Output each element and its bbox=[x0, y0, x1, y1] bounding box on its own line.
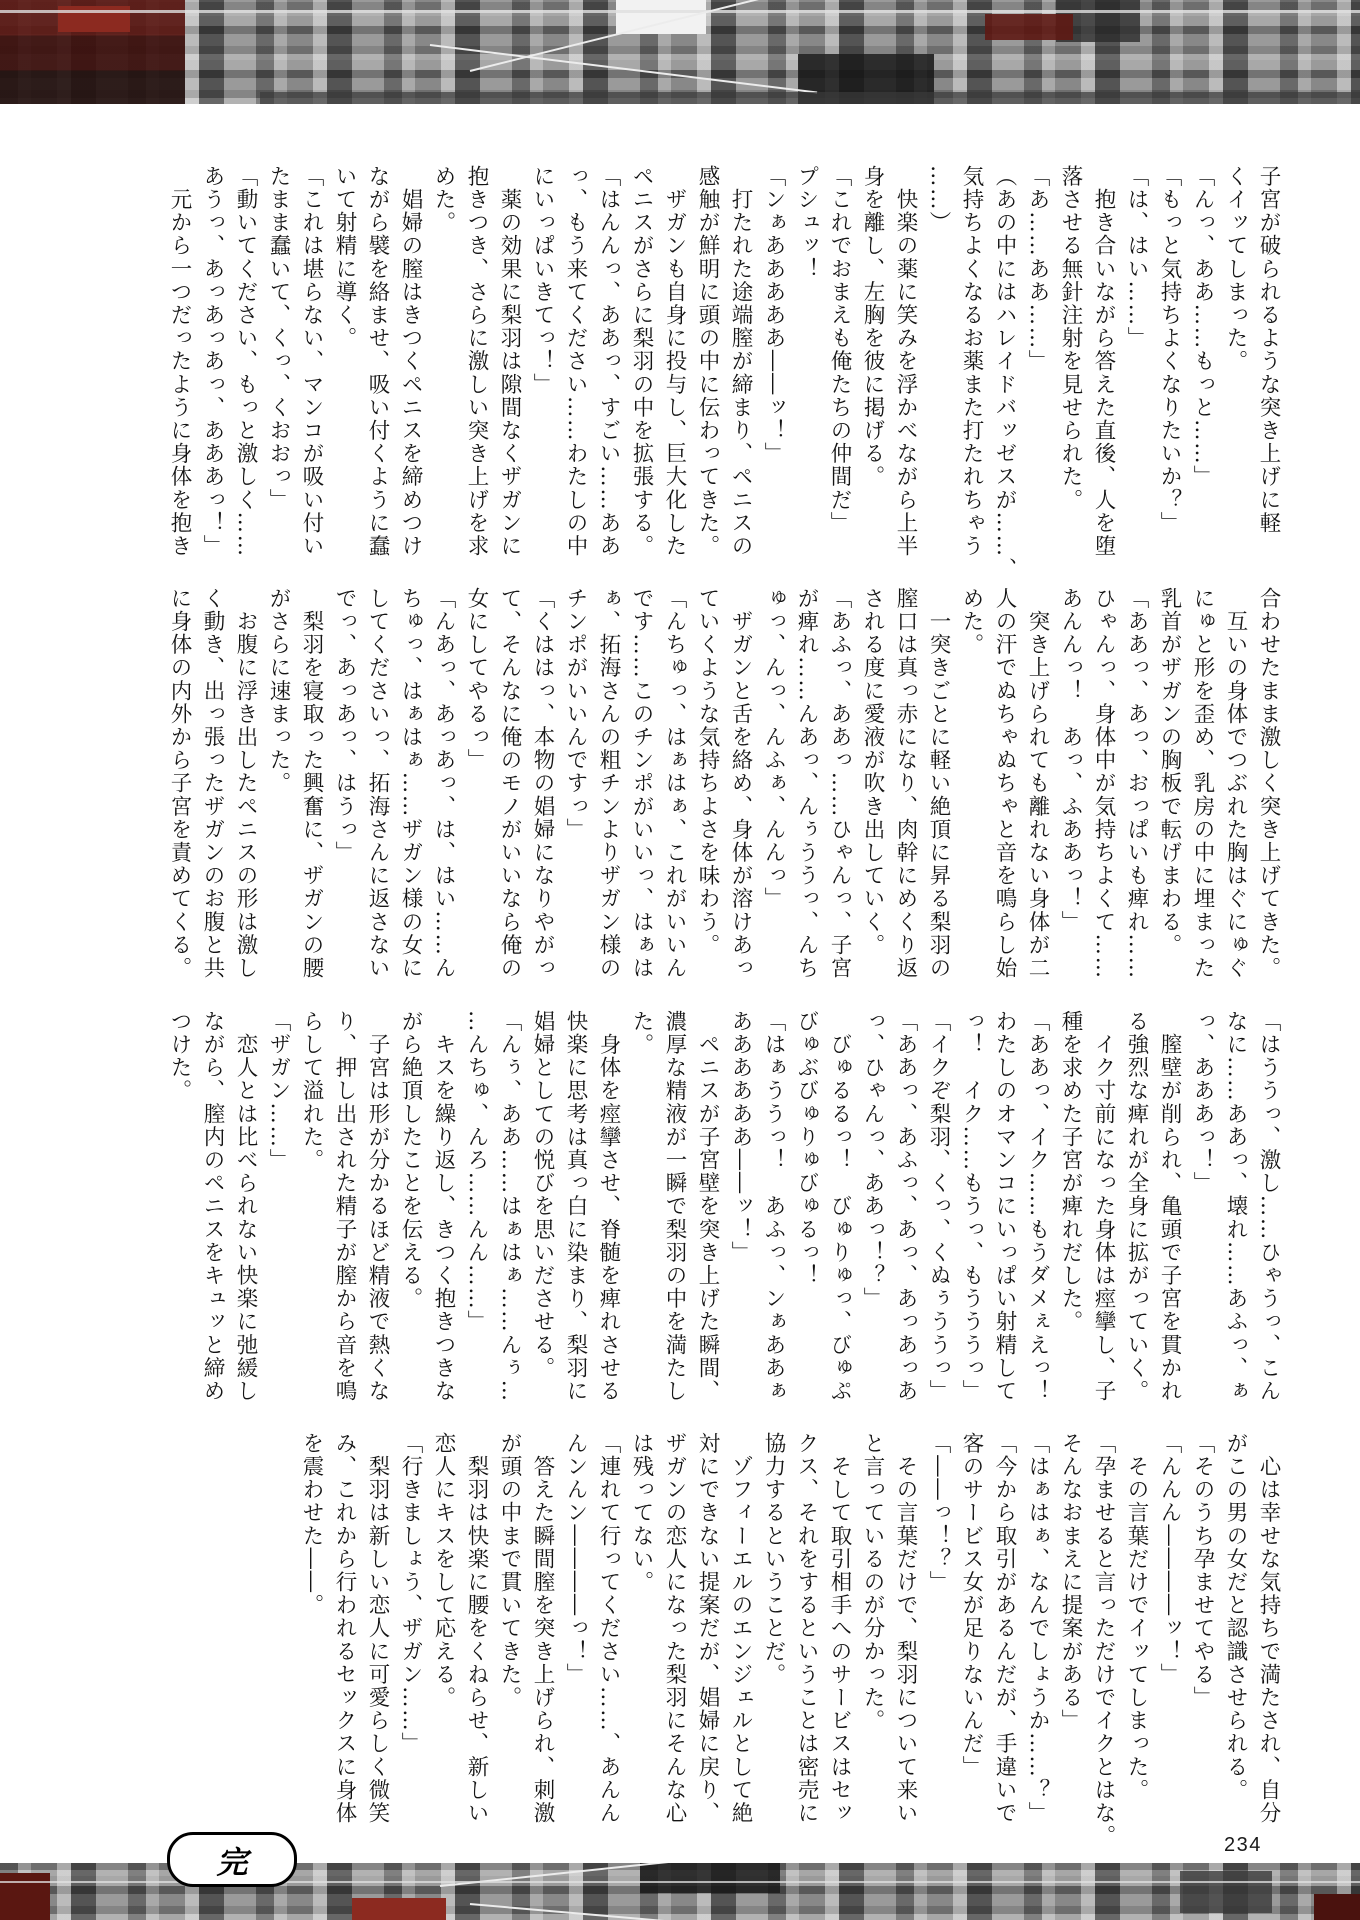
text-column: た。 bbox=[629, 1010, 654, 1057]
text-column: んンんン――――っ！」 bbox=[563, 1432, 588, 1687]
text-column: ペニスがさらに梨羽の中を拡張する。 bbox=[629, 165, 654, 558]
text-column: プシュッ！ bbox=[794, 165, 819, 281]
text-column: く動き、出っ張ったザガンのお腹と共 bbox=[200, 587, 225, 980]
banner-red-block bbox=[352, 1898, 446, 1920]
text-column: ああああああ――ッ！」 bbox=[728, 1010, 753, 1265]
text-column: 合わせたまま激しく突き上げてきた。 bbox=[1256, 587, 1281, 980]
text-column: がら絶頂したことを伝える。 bbox=[398, 1010, 423, 1311]
text-column: 「はううっ、激し……ひゃうっ、こん bbox=[1256, 1010, 1281, 1403]
text-column: 身を離し、左胸を彼に掲げる。 bbox=[860, 165, 885, 489]
text-column: 抱き合いながら答えた直後、人を堕 bbox=[1091, 165, 1116, 558]
text-column: 「くははっ、本物の娼婦になりやがっ bbox=[530, 587, 555, 980]
text-column: ていくような気持ちよさを味わう。 bbox=[695, 587, 720, 957]
text-column: 膣壁が削られ、亀頭で子宮を貫かれ bbox=[1157, 1010, 1182, 1403]
text-column: 恋人とは比べられない快楽に弛緩し bbox=[233, 1010, 258, 1403]
text-column: 娼婦としての悦びを思いださせる。 bbox=[530, 1010, 555, 1380]
text-column: 「孕ませると言っただけでイクとはな。 bbox=[1091, 1432, 1116, 1848]
text-column: る強烈な痺れが全身に拡がっていく。 bbox=[1124, 1010, 1149, 1403]
banner-light-strip bbox=[0, 10, 1360, 13]
text-column: 「イクぞ梨羽、くっ、くぬぅううっ」 bbox=[926, 1010, 951, 1403]
text-column: お腹に浮き出したペニスの形は激し bbox=[233, 587, 258, 980]
text-column: 「あふっ、ああっ……ひゃんっ、子宮 bbox=[827, 587, 852, 980]
text-column: 客のサービス女が足りないんだ」 bbox=[959, 1432, 984, 1779]
text-column: キスを繰り返し、きつく抱きつきな bbox=[431, 1010, 456, 1403]
text-column: 娼婦の膣はきつくペニスを締めつけ bbox=[398, 165, 423, 558]
text-column: ……） bbox=[926, 165, 951, 235]
text-column: そして取引相手へのサービスはセッ bbox=[827, 1432, 852, 1825]
text-column: がこの男の女だと認識させられる。 bbox=[1223, 1432, 1248, 1802]
text-column: 種を求めた子宮が痺れだした。 bbox=[1058, 1010, 1083, 1334]
text-column: 「は、はい……」 bbox=[1124, 165, 1149, 350]
text-column: わたしのオマンコにいっぱい射精して bbox=[992, 1010, 1017, 1403]
text-column: 子宮が破られるような突き上げに軽 bbox=[1256, 165, 1281, 535]
banner-red-block bbox=[985, 14, 1073, 40]
text-column: 「ああっ、あっ、おっぱいも痺れ…… bbox=[1124, 587, 1149, 980]
text-column: 「今から取引があるんだが、手違いで bbox=[992, 1432, 1017, 1825]
text-column: です……このチンポがいいっ、はぁは bbox=[629, 587, 654, 980]
text-column: 心は幸せな気持ちで満たされ、自分 bbox=[1256, 1432, 1281, 1825]
text-column: 膣口は真っ赤になり、肉幹にめくり返 bbox=[893, 587, 918, 980]
text-column: してくださいっ、拓海さんに返さない bbox=[365, 587, 390, 980]
text-column: 快楽に思考は真っ白に染まり、梨羽に bbox=[563, 1010, 588, 1403]
text-column: 「――っ！？」 bbox=[926, 1432, 951, 1594]
text-column: 梨羽を寝取った興奮に、ザガンの腰 bbox=[299, 587, 324, 980]
text-column: びゅぶびゅりゅびゅるっ！ bbox=[794, 1010, 819, 1288]
text-column: ザガンも自身に投与し、巨大化した bbox=[662, 165, 687, 558]
text-column: その言葉だけでイッてしまった。 bbox=[1124, 1432, 1149, 1802]
text-column: 「これは堪らない、マンコが吸い付い bbox=[299, 165, 324, 558]
text-column: なに……ああっ、壊れ……あふっ、ぁ bbox=[1223, 1010, 1248, 1403]
end-mark-label: 完 bbox=[216, 1845, 248, 1881]
text-column: 女にしてやるっ」 bbox=[464, 587, 489, 772]
text-column: ザガンと舌を絡め、身体が溶けあっ bbox=[728, 587, 753, 980]
text-band-1 bbox=[145, 165, 1281, 581]
text-column: 薬の効果に梨羽は隙間なくザガンに bbox=[497, 165, 522, 558]
text-column: 抱きつき、さらに激しい突き上げを求 bbox=[464, 165, 489, 558]
text-column: あんんっ！ あっ、ふああっ！」 bbox=[1058, 587, 1083, 934]
text-column: にいっぱいきてっ！」 bbox=[530, 165, 555, 396]
text-column: 「連れて行ってください……、あんん bbox=[596, 1432, 621, 1825]
text-column: 「はぁはぁ、なんでしょうか……？」 bbox=[1025, 1432, 1050, 1825]
text-column: が痺れ……んあっ、んぅううっ、んち bbox=[794, 587, 819, 980]
text-column: 「ああっ、イク……もうダメぇえっ！ bbox=[1025, 1010, 1050, 1403]
text-column: 気持ちよくなるお薬また打たれちゃう bbox=[959, 165, 984, 558]
text-column: 「行きましょう、ザガン……」 bbox=[398, 1432, 423, 1756]
text-band-3 bbox=[145, 1010, 1280, 1402]
text-column: っ、もう来てください……わたしの中 bbox=[563, 165, 588, 558]
text-column: て、そんなに俺のモノがいいなら俺の bbox=[497, 587, 522, 980]
text-column: 快楽の薬に笑みを浮かべながら上半 bbox=[893, 165, 918, 558]
banner-dark-block bbox=[640, 1863, 780, 1893]
text-column: 身体を痙攣させ、脊髄を痺れさせる bbox=[596, 1010, 621, 1403]
text-column: と言っているのが分かった。 bbox=[860, 1432, 885, 1733]
text-column: めた。 bbox=[431, 165, 456, 235]
text-column: たまま蠢いて、くっ、くおおっ」 bbox=[266, 165, 291, 512]
text-column: 一突きごとに軽い絶頂に昇る梨羽の bbox=[926, 587, 951, 980]
text-column: 協力するということだ。 bbox=[761, 1432, 786, 1687]
text-band-2 bbox=[145, 587, 1280, 979]
text-column: つけた。 bbox=[167, 1010, 192, 1103]
top-banner-collage bbox=[0, 0, 1360, 104]
text-column: は残ってない。 bbox=[629, 1432, 654, 1594]
text-column: 「ンぁあああああ――ッ！」 bbox=[761, 165, 786, 466]
text-column: 互いの身体でつぶれた胸はぐにゅぐ bbox=[1223, 587, 1248, 980]
banner-white-block bbox=[616, 0, 706, 34]
text-column: 「動いてください、もっと激しく…… bbox=[233, 165, 258, 558]
text-column: 「あ……ああ……」 bbox=[1025, 165, 1050, 373]
text-column: 濃厚な精液が一瞬で梨羽の中を満たし bbox=[662, 1010, 687, 1403]
text-column: 突き上げられても離れない身体が二 bbox=[1025, 587, 1050, 980]
text-column: 「もっと気持ちよくなりたいか？」 bbox=[1157, 165, 1182, 535]
text-column: がさらに速まった。 bbox=[266, 587, 291, 795]
text-column: 「んっ、ああ……もっと……」 bbox=[1190, 165, 1215, 489]
text-column: 梨羽は新しい恋人に可愛らしく微笑 bbox=[365, 1432, 390, 1825]
text-column: 「ザガン……」 bbox=[266, 1010, 291, 1172]
text-column: っ！ イク……もうっ、もうううっ」 bbox=[959, 1010, 984, 1403]
text-column: チンポがいいんですっ」 bbox=[563, 587, 588, 842]
text-column: めた。 bbox=[959, 587, 984, 657]
text-column: 「んぅ、ああ……はぁはぁ……んぅ… bbox=[497, 1010, 522, 1403]
text-column: を震わせた――。 bbox=[299, 1432, 324, 1617]
text-column: ぁ、拓海さんの粗チンよりザガン様の bbox=[596, 587, 621, 980]
text-column: 梨羽は快楽に腰をくねらせ、新しい bbox=[464, 1432, 489, 1825]
text-column: ひゃんっ、身体中が気持ちよくて…… bbox=[1091, 587, 1116, 980]
text-column: びゅるるっ！ びゅりゅっ、びゅぷ bbox=[827, 1010, 852, 1403]
text-column: み、これから行われるセックスに身体 bbox=[332, 1432, 357, 1825]
text-column: イク寸前になった身体は痙攣し、子 bbox=[1091, 1010, 1116, 1403]
page-number: 234 bbox=[1224, 1834, 1262, 1856]
text-column: あうっ、あっあっあっ、あああっ！」 bbox=[200, 165, 225, 558]
text-column: ちゅっ、はぁはぁ……ザガン様の女に bbox=[398, 587, 423, 980]
text-column: 「んんん――――ッ！」 bbox=[1157, 1432, 1182, 1687]
text-column: 「はぁううっ！ あふっ、ンぁああぁ bbox=[761, 1010, 786, 1403]
banner-red-block bbox=[1314, 1894, 1360, 1920]
text-column: クス、それをするということは密売に bbox=[794, 1432, 819, 1825]
text-column: 子宮は形が分かるほど精液で熱くな bbox=[365, 1010, 390, 1403]
banner-slash-line bbox=[430, 44, 817, 94]
text-column: ながら襞を絡ませ、吸い付くように蠢 bbox=[365, 165, 390, 558]
text-column: 「はんんっ、ああっ、すごい……ああ bbox=[596, 165, 621, 558]
text-column: そんなおまえに提案がある」 bbox=[1058, 1432, 1083, 1733]
text-column: 人の汗でぬちゃぬちゃと音を鳴らし始 bbox=[992, 587, 1017, 980]
text-column: にゅと形を歪め、乳房の中に埋まった bbox=[1190, 587, 1215, 980]
text-column: 打たれた途端膣が締まり、ペニスの bbox=[728, 165, 753, 558]
text-column: ゅっ、んっ、んふぁ、んんっ」 bbox=[761, 587, 786, 911]
text-column: 答えた瞬間膣を突き上げられ、刺激 bbox=[530, 1432, 555, 1825]
text-column: でっ、あっあっ、はうっ」 bbox=[332, 587, 357, 865]
text-column: 「んちゅっ、はぁはぁ、これがいいん bbox=[662, 587, 687, 980]
text-column: っ、ひゃんっ、ああっ！？」 bbox=[860, 1010, 885, 1311]
text-column: くイッてしまった。 bbox=[1223, 165, 1248, 373]
end-mark-box bbox=[167, 1832, 297, 1887]
text-column: 対にできない提案だが、娼婦に戻り、 bbox=[695, 1432, 720, 1825]
text-column: り、押し出された精子が膣から音を鳴 bbox=[332, 1010, 357, 1403]
text-column: …んちゅ、んろ……んん……」 bbox=[464, 1010, 489, 1334]
banner-slash-line bbox=[470, 1903, 769, 1920]
banner-dark-block bbox=[1180, 1871, 1272, 1913]
banner-dark-strip bbox=[260, 92, 1360, 104]
text-column: 「ああっ、あふっ、あっ、あっあっあ bbox=[893, 1010, 918, 1403]
text-column: いて射精に導く。 bbox=[332, 165, 357, 350]
text-column: 「これでおまえも俺たちの仲間だ」 bbox=[827, 165, 852, 535]
text-column: 感触が鮮明に頭の中に伝わってきた。 bbox=[695, 165, 720, 558]
text-column: 恋人にキスをして応える。 bbox=[431, 1432, 456, 1710]
text-column: （あの中にはハレイドバッゼスが……、 bbox=[992, 165, 1017, 581]
text-column: ゾフィーエルのエンジェルとして絶 bbox=[728, 1432, 753, 1825]
text-column: ながら、膣内のペニスをキュッと締め bbox=[200, 1010, 225, 1403]
text-column: 「そのうち孕ませてやる」 bbox=[1190, 1432, 1215, 1710]
text-column: ザガンの恋人になった梨羽にそんな心 bbox=[662, 1432, 687, 1825]
text-column: 落させる無針注射を見せられた。 bbox=[1058, 165, 1083, 512]
text-column: が頭の中まで貫いてきた。 bbox=[497, 1432, 522, 1710]
text-column: 「んあっ、あっあっ、は、はい……ん bbox=[431, 587, 456, 980]
text-column: 乳首がザガンの胸板で転げまわる。 bbox=[1157, 587, 1182, 957]
text-column: っ、あああっ！」 bbox=[1190, 1010, 1215, 1195]
text-column: 元から一つだったように身体を抱き bbox=[167, 165, 192, 558]
text-column: らして溢れた。 bbox=[299, 1010, 324, 1172]
text-column: その言葉だけで、梨羽について来い bbox=[893, 1432, 918, 1825]
text-column: に身体の内外から子宮を責めてくる。 bbox=[167, 587, 192, 980]
text-column: される度に愛液が吹き出していく。 bbox=[860, 587, 885, 957]
text-column: ペニスが子宮壁を突き上げた瞬間、 bbox=[695, 1010, 720, 1403]
